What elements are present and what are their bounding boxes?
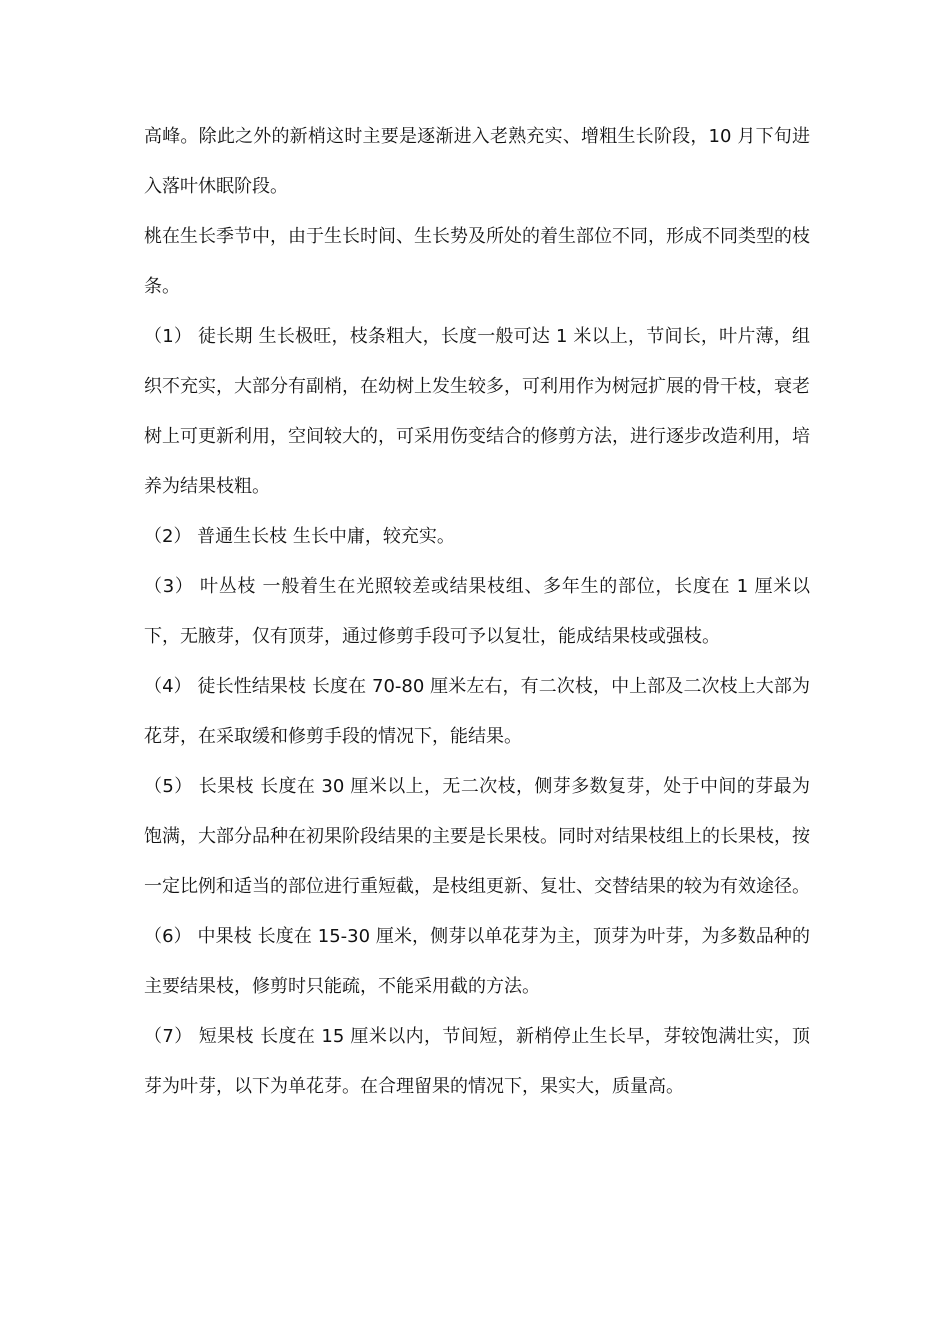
paragraph-item-2: （2） 普通生长枝 生长中庸，较充实。 (144, 526, 455, 547)
paragraph-item-4: （4） 徒长性结果枝 长度在 70-80 厘米左右，有二次枝，中上部及二次枝上大部为花芽，在采取缓和修剪手段的情况下，能结果。 (144, 676, 810, 747)
paragraph-item-1: （1） 徒长期 生长极旺，枝条粗大，长度一般可达 1 米以上，节间长，叶片薄，组织不充实，大部分有副梢，在幼树上发生较多，可利用作为树冠扩展的骨干枝，衰老树上可更新利用，空间较大的，可采用伤变结合的修剪方法，进行逐步改造利用，培养为结果枝粗。 (144, 326, 810, 497)
document-body (144, 112, 810, 1112)
paragraph-item-3: （3） 叶丛枝 一般着生在光照较差或结果枝组、多年生的部位，长度在 1 厘米以下，无腋芽，仅有顶芽，通过修剪手段可予以复壮，能成结果枝或强枝。 (144, 576, 810, 647)
paragraph-item-6: （6） 中果枝 长度在 15-30 厘米，侧芽以单花芽为主，顶芽为叶芽，为多数品种的主要结果枝，修剪时只能疏，不能采用截的方法。 (144, 926, 810, 997)
paragraph-continuation: 高峰。除此之外的新梢这时主要是逐渐进入老熟充实、增粗生长阶段，10 月下旬进入落叶休眠阶段。 (144, 126, 810, 197)
paragraph-item-5: （5） 长果枝 长度在 30 厘米以上，无二次枝，侧芽多数复芽，处于中间的芽最为饱满，大部分品种在初果阶段结果的主要是长果枝。同时对结果枝组上的长果枝，按一定比例和适当的部位进行重短截，是枝组更新、复壮、交替结果的较为有效途径。 (144, 776, 810, 897)
paragraph-intro: 桃在生长季节中，由于生长时间、生长势及所处的着生部位不同，形成不同类型的枝条。 (144, 226, 810, 297)
paragraph-item-7: （7） 短果枝 长度在 15 厘米以内，节间短，新梢停止生长早，芽较饱满壮实，顶芽为叶芽，以下为单花芽。在合理留果的情况下，果实大，质量高。 (144, 1026, 810, 1097)
